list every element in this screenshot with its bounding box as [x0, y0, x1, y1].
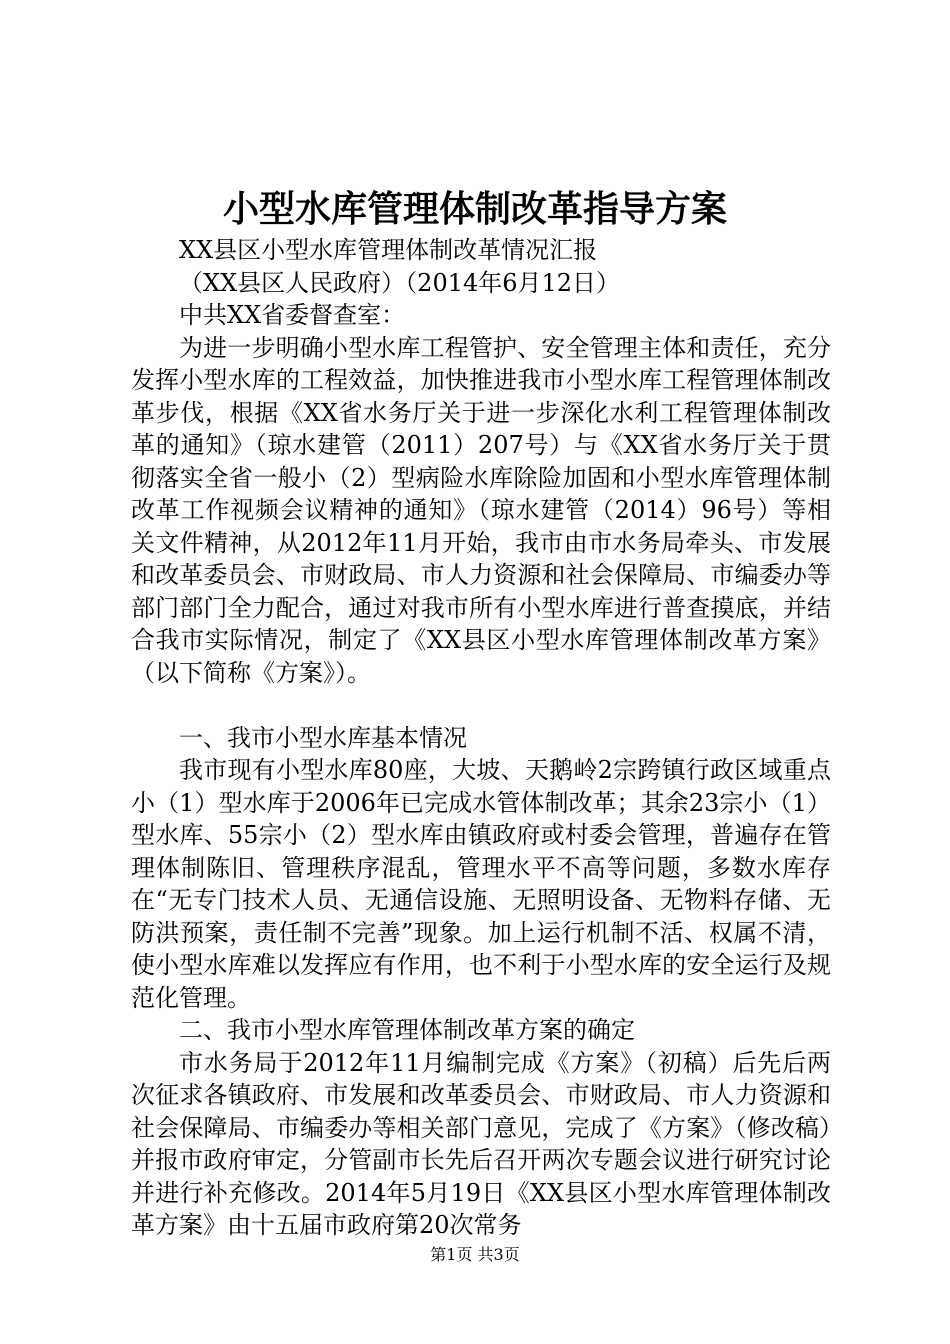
- section-heading-1: 一、我市小型水库基本情况: [179, 723, 467, 752]
- section-heading-2: 二、我市小型水库管理体制改革方案的确定: [179, 1016, 635, 1044]
- report-issuer-date: （XX县区人民政府）（2014年6月12日）: [179, 268, 621, 297]
- page-number-footer: 第1页 共3页: [430, 1245, 520, 1264]
- paragraph-spacer: [131, 689, 831, 722]
- document-body: [131, 234, 831, 1242]
- section-paragraph-1: 我市现有小型水库80座，大坡、天鹅岭2宗跨镇行政区域重点小（1）型水库于2006年已完成水管体制改革；其余23宗小（1）型水库、55宗小（2）型水库由镇政府或村委会管理，普遍存在管理体制陈旧、管理秩序混乱，管理水平不高等问题，多数水库存在“无专门技术人员、无通信设施、无照明设备、无物料存储、无防洪预案，责任制不完善”现象。加上运行机制不活、权属不清，使小型水库难以发挥应有作用，也不利于小型水库的安全运行及规范化管理。: [131, 756, 831, 1012]
- section-paragraph-2: 市水务局于2012年11月编制完成《方案》（初稿）后先后两次征求各镇政府、市发展和改革委员会、市财政局、市人力资源和社会保障局、市编委办等相关部门意见，完成了《方案》（修改稿）并报市政府审定，分管副市长先后召开两次专题会议进行研究讨论并进行补充修改。2014年5月19日《XX县区小型水库管理体制改革方案》由十五届市政府第20次常务: [131, 1048, 831, 1239]
- document-title: 小型水库管理体制改革指导方案: [222, 188, 727, 230]
- report-recipient: 中共XX省委督查室：: [179, 301, 406, 329]
- report-heading: XX县区小型水库管理体制改革情况汇报: [179, 236, 598, 264]
- intro-paragraph: 为进一步明确小型水库工程管护、安全管理主体和责任，充分发挥小型水库的工程效益，加快推进我市小型水库工程管理体制改革步伐，根据《XX省水务厅关于进一步深化水利工程管理体制改革的通知》（琼水建管（2011）207号）与《XX省水务厅关于贯彻落实全省一般小（2）型病险水库除险加固和小型水库管理体制改革工作视频会议精神的通知》（琼水建管（2014）96号）等相关文件精神，从2012年11月开始，我市由市水务局牵头、市发展和改革委员会、市财政局、市人力资源和社会保障局、市编委办等部门部门全力配合，通过对我市所有小型水库进行普查摸底，并结合我市实际情况，制定了《XX县区小型水库管理体制改革方案》（以下简称《方案》）。: [131, 333, 831, 687]
